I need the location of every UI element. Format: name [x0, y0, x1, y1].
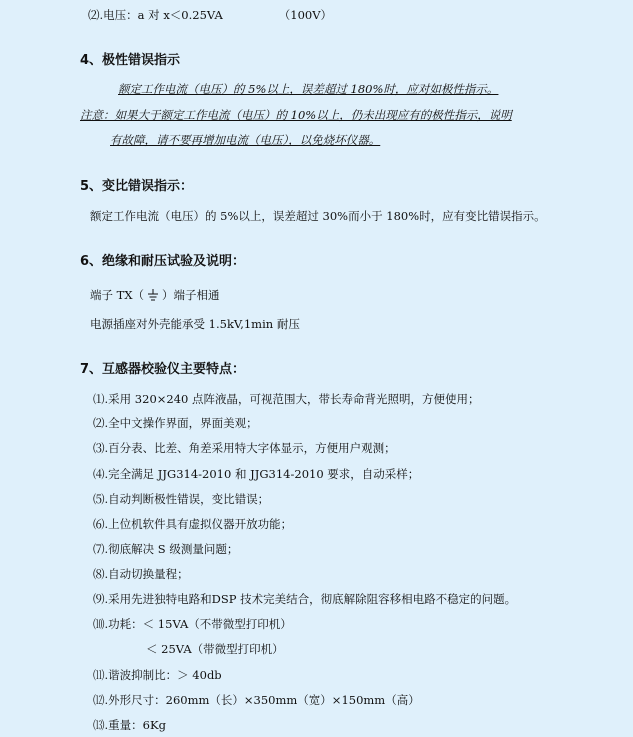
feature-item: ⑴.采用 320×240 点阵液晶，可视范围大，带长寿命背光照明，方便使用； — [93, 392, 480, 406]
section-6-line-2: 电源插座对外壳能承受 1.5kV,1min 耐压 — [90, 317, 300, 331]
feature-item: ⒀.重量：6Kg — [93, 718, 166, 732]
voltage-value: （100V） — [278, 8, 333, 22]
section-4-note-2: 注意：如果大于额定工作电流（电压）的 10%以上，仍未出现应有的极性指示，说明 — [80, 108, 512, 122]
feature-item: ⑽.功耗：＜ 15VA（不带微型打印机） — [93, 617, 292, 631]
feature-item: ⑿.外形尺寸：260mm（长）×350mm（宽）×150mm（高） — [93, 693, 420, 707]
terminal-text-b: ）端子相通 — [162, 288, 220, 302]
feature-item: ⑻.自动切换量程； — [93, 567, 189, 581]
feature-item: ⑾.谐波抑制比：＞ 40db — [93, 668, 222, 682]
terminal-text-a: 端子 TX（ — [90, 288, 145, 302]
section-4-title: 4、极性错误指示 — [80, 53, 181, 68]
section-6-line-1 — [90, 287, 220, 303]
feature-item: ⑹.上位机软件具有虚拟仪器开放功能； — [93, 517, 293, 531]
feature-item: ⑵.全中文操作界面，界面美观； — [93, 416, 258, 430]
section-5-text: 额定工作电流（电压）的 5%以上，误差超过 30%而小于 180%时，应有变比错误指示。 — [90, 209, 546, 223]
ground-icon — [146, 288, 160, 302]
feature-item-continuation: ＜ 25VA（带微型打印机） — [146, 642, 284, 656]
section-7-title: 7、互感器校验仪主要特点： — [80, 362, 246, 377]
section-4-note-3: 有故障，请不要再增加电流（电压），以免烧坏仪器。 — [110, 133, 381, 147]
section-4-note-1: 额定工作电流（电压）的 5%以上，误差超过 180%时，应对如极性指示。 — [118, 82, 499, 96]
voltage-spec: ⑵.电压：a 对 x＜0.25VA — [88, 8, 223, 22]
feature-item: ⑺.彻底解决 S 级测量问题； — [93, 542, 239, 556]
section-6-title: 6、绝缘和耐压试验及说明： — [80, 254, 246, 269]
feature-item: ⑶.百分表、比差、角差采用特大字体显示，方便用户观测； — [93, 441, 396, 455]
voltage-spec-line — [88, 7, 332, 23]
section-5-title: 5、变比错误指示： — [80, 179, 194, 194]
feature-item: ⑼.采用先进独特电路和DSP 技术完美结合，彻底解除阻容移相电路不稳定的问题。 — [93, 592, 517, 606]
feature-item: ⑸.自动判断极性错误，变比错误； — [93, 492, 270, 506]
feature-item: ⑷.完全满足 JJG314-2010 和 JJG314-2010 要求，自动采样； — [93, 467, 420, 481]
